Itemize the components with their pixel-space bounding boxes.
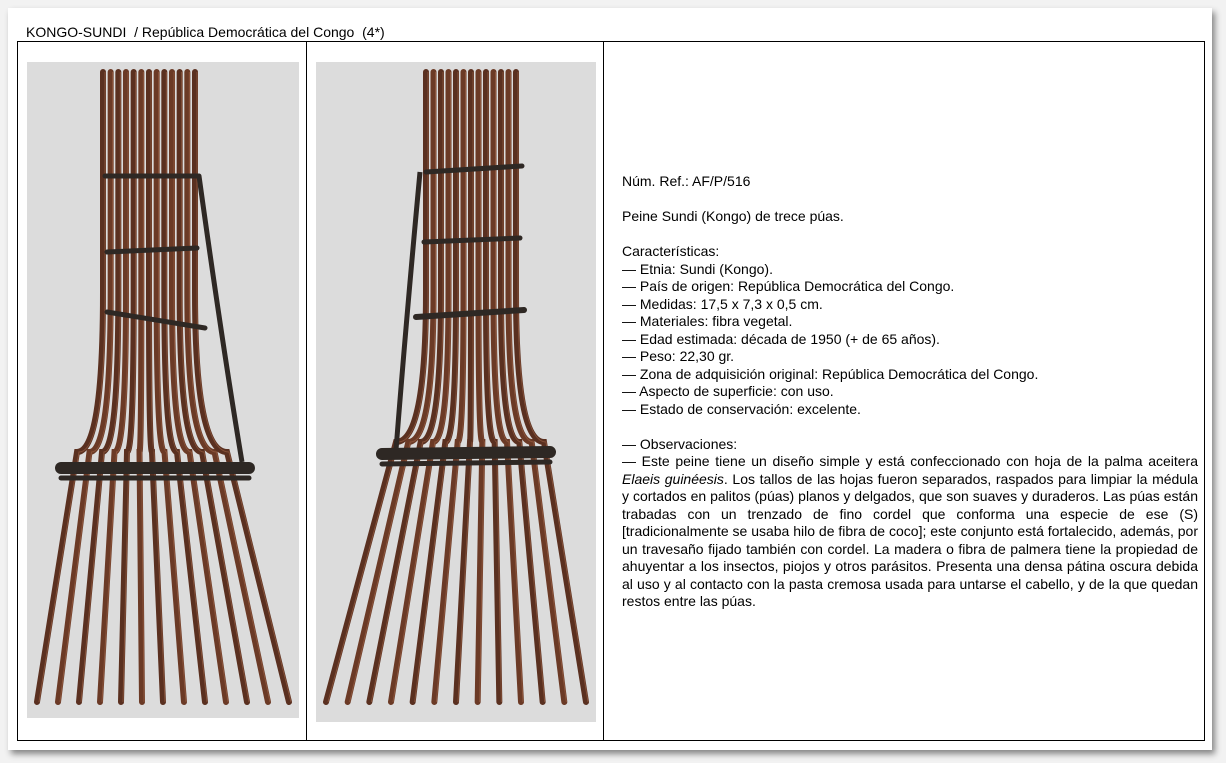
characteristic-item: — Zona de adquisición original: República Democrática del Congo. — [622, 365, 1039, 382]
comb-back-photo — [316, 62, 596, 722]
observations-paragraph — [622, 453, 1198, 611]
column-divider — [603, 42, 604, 740]
characteristic-item: — Peso: 22,30 gr. — [622, 348, 735, 364]
column-divider — [306, 42, 307, 740]
comb-front-illustration — [27, 62, 299, 718]
comb-back-illustration — [316, 62, 596, 722]
characteristics-heading: Características: — [622, 243, 720, 259]
characteristic-item: — Etnia: Sundi (Kongo). — [622, 260, 773, 277]
page-title: KONGO-SUNDI / República Democrática del Congo (4*) — [26, 24, 385, 40]
description-text — [622, 173, 1198, 611]
characteristic-item: — Edad estimada: década de 1950 (+ de 65 años). — [622, 330, 940, 347]
characteristic-item: — País de origen: República Democrática del Congo. — [622, 278, 955, 294]
characteristic-item: — Estado de conservación: excelente. — [622, 400, 861, 417]
characteristic-item: — Materiales: fibra vegetal. — [622, 313, 793, 329]
species-name: Elaeis guinéesis — [622, 470, 724, 487]
observations-text-end: . Los tallos de las hojas fueron separados, raspados para limpiar la médula y cortados en palitos (púas) planos y delgados, que son suaves y duraderos. Las púas están trabadas con un trenzado de fino cordel que conforma una especie de ese (S) [tradicionalmente se usaba hilo de fibra de coco]; este conjunto está fortalecido, además, por un travesaño fijado también con cordel. La madera o fibra de palmera tiene la propiedad de ahuyentar a los insectos, piojos y otros parásitos. Presenta una densa pátina oscura debida al uso y al contacto con la pasta cremosa usada para untarse el cabello, y de la que quedan restos entre las púas. — [622, 470, 1198, 609]
observations-heading: — Observaciones: — [622, 435, 738, 452]
observations-text-start: — Este peine tiene un diseño simple y está confeccionado con hoja de la palma aceitera — [622, 453, 1198, 469]
object-description: Peine Sundi (Kongo) de trece púas. — [622, 208, 844, 224]
characteristic-item: — Aspecto de superficie: con uso. — [622, 383, 834, 399]
content-table — [17, 41, 1205, 741]
document-sheet — [8, 8, 1212, 750]
characteristic-item: — Medidas: 17,5 x 7,3 x 0,5 cm. — [622, 295, 823, 312]
reference-number: Núm. Ref.: AF/P/516 — [622, 173, 751, 189]
description-cell — [612, 42, 1204, 740]
comb-front-photo — [27, 62, 299, 718]
